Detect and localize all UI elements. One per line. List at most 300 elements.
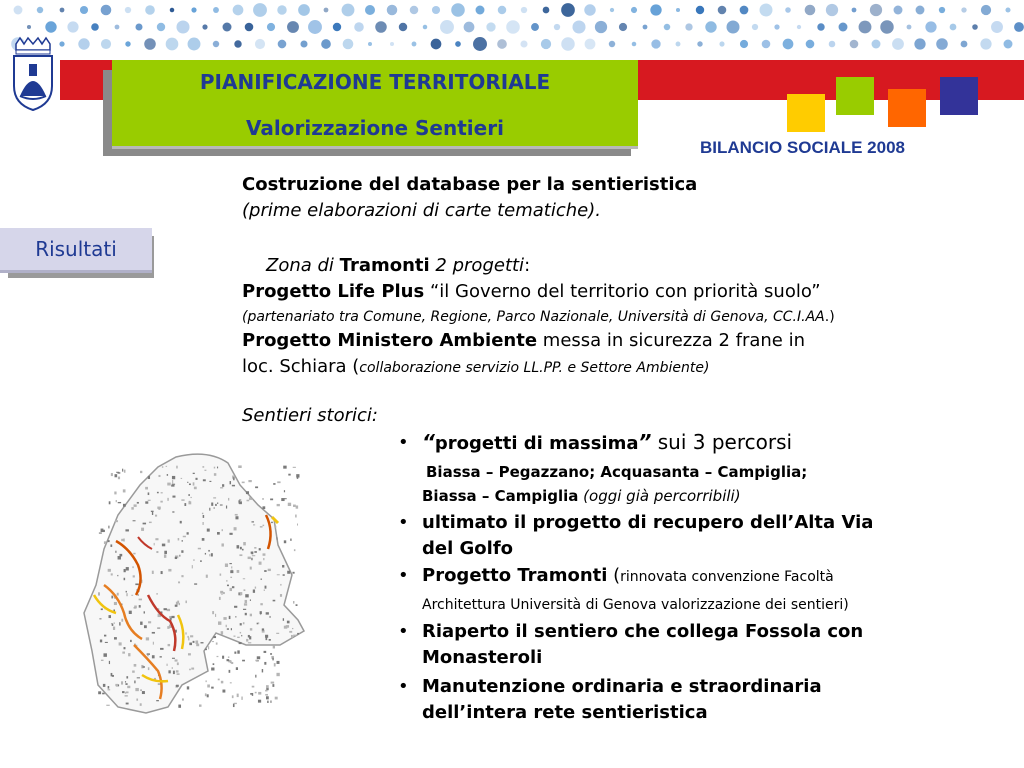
map-building-mark: [207, 694, 209, 697]
decorative-dot: [839, 23, 848, 32]
map-building-mark: [103, 684, 105, 687]
decorative-dot: [797, 25, 801, 29]
zona-line: [266, 253, 530, 278]
map-building-mark: [106, 705, 109, 706]
map-building-mark: [250, 628, 252, 630]
map-building-mark: [263, 553, 266, 555]
map-building-mark: [248, 635, 250, 638]
decorative-dot: [829, 41, 836, 48]
map-building-mark: [152, 655, 155, 658]
map-building-mark: [145, 487, 148, 490]
map-building-mark: [292, 628, 293, 629]
map-building-mark: [226, 625, 227, 627]
map-building-mark: [273, 645, 275, 648]
ministero-loc: loc. Schiara (: [242, 356, 360, 377]
map-building-mark: [234, 652, 236, 654]
map-building-mark: [125, 681, 126, 682]
map-building-mark: [111, 673, 113, 676]
map-building-mark: [126, 691, 129, 693]
map-building-mark: [263, 558, 264, 560]
map-building-mark: [208, 550, 210, 552]
map-building-mark: [140, 471, 142, 473]
map-building-mark: [274, 663, 276, 666]
map-building-mark: [265, 694, 268, 696]
decorative-dot: [278, 40, 287, 49]
map-building-mark: [243, 622, 245, 624]
map-building-mark: [253, 589, 255, 592]
decorative-dot: [145, 5, 155, 15]
map-building-mark: [109, 661, 110, 664]
map-building-mark: [172, 616, 175, 618]
bullet-1-quote-open: “: [422, 430, 435, 454]
map-building-mark: [115, 684, 118, 686]
map-building-mark: [177, 673, 180, 675]
zona-colon: :: [524, 255, 531, 276]
map-building-mark: [223, 617, 226, 620]
bullet-3-small-2: Architettura Università di Genova valorizzazione dei sentieri): [422, 597, 849, 613]
map-building-mark: [185, 601, 186, 604]
map-building-mark: [220, 504, 223, 505]
map-building-mark: [205, 649, 207, 651]
map-building-mark: [172, 476, 175, 479]
map-building-mark: [272, 684, 274, 687]
decorative-dot: [543, 7, 550, 14]
map-building-mark: [215, 504, 217, 506]
map-building-mark: [289, 631, 292, 633]
decorative-dot: [45, 21, 56, 32]
map-building-mark: [242, 549, 244, 551]
side-tab-label: Risultati: [35, 237, 117, 261]
map-building-mark: [189, 643, 192, 646]
map-building-mark: [200, 642, 203, 643]
map-building-mark: [189, 484, 191, 486]
map-building-mark: [113, 627, 115, 630]
map-building-mark: [181, 499, 184, 500]
map-building-mark: [110, 544, 112, 547]
map-building-mark: [108, 686, 110, 689]
map-building-mark: [164, 554, 166, 558]
bullet-3-small-1: rinnovata convenzione Facoltà: [620, 569, 834, 585]
map-building-mark: [257, 656, 260, 659]
map-building-mark: [217, 532, 220, 535]
decorative-dot: [610, 8, 614, 12]
map-building-mark: [209, 481, 211, 482]
map-building-mark: [188, 637, 189, 640]
map-building-mark: [293, 601, 294, 604]
map-building-mark: [153, 642, 154, 645]
map-building-mark: [222, 656, 224, 659]
map-building-mark: [116, 472, 119, 473]
decorative-dot: [342, 4, 355, 17]
map-building-mark: [229, 563, 231, 564]
decorative-dot: [664, 24, 671, 31]
decorative-dot: [277, 5, 286, 14]
map-building-mark: [167, 609, 170, 611]
map-building-mark: [206, 680, 207, 682]
zona-suffix: 2 progetti: [429, 255, 525, 276]
map-building-mark: [176, 685, 179, 687]
bullet-4-line-2: Monasteroli: [422, 647, 543, 668]
map-building-mark: [172, 511, 174, 512]
map-building-mark: [283, 618, 284, 621]
map-building-mark: [229, 616, 231, 619]
map-building-mark: [152, 571, 154, 574]
map-building-mark: [177, 662, 179, 665]
ministero-collab: collaborazione servizio LL.PP. e Settore Ambiente): [359, 360, 710, 376]
map-building-mark: [212, 641, 214, 642]
decorative-dot: [676, 8, 680, 12]
map-building-mark: [126, 676, 128, 678]
map-building-mark: [244, 603, 247, 605]
map-building-mark: [188, 494, 189, 496]
map-building-mark: [115, 551, 116, 553]
map-building-mark: [175, 659, 178, 661]
map-building-mark: [240, 632, 241, 634]
map-building-mark: [275, 697, 278, 700]
map-building-mark: [148, 476, 150, 479]
map-building-mark: [137, 677, 140, 678]
map-building-mark: [203, 479, 206, 481]
map-building-mark: [262, 628, 264, 630]
map-building-mark: [229, 533, 232, 535]
map-building-mark: [250, 567, 252, 570]
map-building-mark: [160, 656, 162, 657]
orange-square: [888, 89, 926, 127]
map-building-mark: [286, 625, 289, 628]
map-building-mark: [162, 544, 165, 547]
ministero-desc: messa in sicurezza 2 frane in: [537, 330, 805, 351]
decorative-dot: [650, 4, 661, 15]
map-building-mark: [148, 667, 149, 670]
map-building-mark: [168, 539, 170, 542]
map-building-mark: [196, 644, 199, 647]
map-building-mark: [164, 608, 167, 610]
ministero-loc-line: [242, 354, 709, 381]
map-building-mark: [260, 526, 263, 527]
map-building-mark: [111, 596, 113, 599]
map-building-mark: [156, 700, 159, 701]
map-building-mark: [166, 466, 167, 467]
map-building-mark: [136, 699, 138, 701]
map-building-mark: [241, 635, 242, 636]
bullet-3-bold: Progetto Tramonti: [422, 565, 608, 586]
map-building-mark: [205, 553, 206, 555]
decorative-dot: [907, 25, 912, 30]
map-building-mark: [121, 539, 124, 541]
map-building-mark: [188, 653, 191, 655]
map-building-mark: [109, 615, 112, 618]
map-building-mark: [108, 526, 109, 529]
map-building-mark: [187, 532, 189, 534]
decorative-dot: [961, 7, 966, 12]
map-building-mark: [270, 616, 271, 618]
decorative-dot: [817, 23, 824, 30]
map-building-mark: [243, 609, 246, 610]
map-building-mark: [269, 639, 271, 641]
map-building-mark: [272, 658, 273, 661]
map-building-mark: [134, 664, 137, 667]
map-building-mark: [242, 660, 245, 662]
decorative-dot: [497, 39, 507, 49]
map-building-mark: [216, 642, 218, 644]
map-building-mark: [283, 574, 285, 576]
map-building-mark: [230, 481, 231, 484]
map-building-mark: [232, 695, 234, 698]
decorative-dot: [506, 20, 520, 34]
bullet-symbol: •: [398, 676, 409, 697]
map-building-mark: [262, 498, 263, 499]
map-building-mark: [247, 500, 250, 502]
map-building-mark: [290, 539, 291, 541]
map-building-mark: [139, 599, 142, 601]
map-building-mark: [178, 705, 181, 708]
map-building-mark: [282, 565, 284, 568]
map-building-mark: [255, 692, 257, 693]
map-building-mark: [193, 641, 195, 643]
map-building-mark: [232, 485, 235, 487]
content-heading: Costruzione del database per la sentieristica: [242, 174, 698, 195]
map-building-mark: [167, 474, 168, 476]
map-building-mark: [172, 658, 175, 659]
map-building-mark: [203, 515, 204, 518]
map-building-mark: [211, 502, 213, 505]
map-building-mark: [265, 586, 267, 589]
map-building-mark: [148, 621, 151, 623]
map-building-mark: [213, 497, 216, 498]
map-building-mark: [200, 560, 202, 562]
map-building-mark: [167, 664, 168, 666]
map-building-mark: [146, 637, 149, 640]
map-building-mark: [132, 566, 133, 568]
decorative-dot: [696, 6, 704, 14]
map-building-mark: [157, 507, 160, 509]
map-building-mark: [172, 480, 173, 483]
map-building-mark: [155, 538, 158, 540]
map-building-mark: [215, 614, 216, 617]
decorative-dot: [486, 22, 495, 31]
map-building-mark: [233, 704, 235, 707]
bullet-1-rest: sui 3 percorsi: [651, 430, 793, 454]
map-building-mark: [124, 470, 126, 473]
decorative-dot: [399, 23, 407, 31]
bullet-1-quote-close: ”: [638, 430, 652, 454]
decorative-dot: [783, 39, 794, 50]
decorative-dot: [170, 8, 175, 13]
map-building-mark: [134, 606, 137, 608]
page-subtitle: Valorizzazione Sentieri: [246, 116, 504, 140]
map-building-mark: [248, 557, 251, 559]
decorative-dot: [59, 41, 64, 46]
map-building-mark: [239, 501, 242, 504]
map-building-mark: [252, 686, 255, 688]
map-building-mark: [245, 594, 248, 597]
decorative-dot: [726, 20, 739, 33]
map-building-mark: [133, 553, 135, 555]
map-building-mark: [172, 496, 175, 498]
map-building-mark: [101, 660, 104, 661]
map-building-mark: [240, 592, 243, 595]
decorative-dot: [255, 39, 265, 49]
decorative-dot: [213, 41, 219, 47]
decorative-dot: [412, 42, 417, 47]
life-plus-line: [242, 279, 821, 304]
map-building-mark: [276, 537, 277, 539]
decorative-dot: [144, 38, 156, 50]
map-building-mark: [217, 503, 218, 504]
map-building-mark: [193, 473, 195, 474]
map-building-mark: [264, 651, 267, 653]
green-square: [836, 77, 874, 115]
map-building-mark: [130, 640, 132, 642]
map-building-mark: [175, 605, 178, 607]
map-building-mark: [235, 514, 238, 516]
map-building-mark: [125, 692, 126, 693]
map-building-mark: [267, 701, 268, 703]
map-building-mark: [283, 466, 286, 469]
map-building-mark: [127, 686, 130, 688]
page-title: PIANIFICAZIONE TERRITORIALE: [199, 70, 551, 94]
map-building-mark: [181, 575, 183, 577]
decorative-dot: [91, 23, 99, 31]
decorative-dot: [991, 21, 1003, 33]
decorative-dot: [852, 8, 857, 13]
decorative-dot: [308, 20, 322, 34]
decorative-dot: [365, 5, 375, 15]
decorative-dot: [451, 3, 465, 17]
decorative-dot: [324, 8, 329, 13]
map-building-mark: [182, 540, 183, 541]
decorative-dot: [191, 7, 196, 12]
map-building-mark: [168, 644, 171, 646]
map-building-mark: [268, 569, 271, 571]
map-building-mark: [251, 558, 252, 561]
decorative-dot: [521, 7, 527, 13]
map-building-mark: [140, 703, 142, 706]
map-building-mark: [260, 603, 262, 605]
map-building-mark: [222, 484, 224, 487]
bullet-1-routes-2: Biassa – Campiglia: [422, 487, 579, 505]
bullet-5-line-1: Manutenzione ordinaria e straordinaria: [422, 676, 822, 697]
decorative-dot: [1004, 40, 1013, 49]
decorative-dot: [916, 6, 925, 15]
map-building-mark: [116, 500, 117, 502]
map-building-mark: [190, 497, 191, 498]
map-building-mark: [239, 642, 242, 644]
map-building-mark: [270, 499, 273, 501]
bullet-3-paren: (: [607, 565, 621, 586]
map-building-mark: [117, 575, 118, 576]
map-building-mark: [273, 600, 276, 602]
map-building-mark: [262, 506, 265, 509]
map-building-mark: [160, 501, 162, 503]
ministero-line: [242, 328, 805, 353]
map-building-mark: [143, 666, 145, 668]
map-building-mark: [124, 578, 126, 580]
map-building-mark: [281, 498, 284, 501]
decorative-dot: [760, 4, 773, 17]
map-building-mark: [221, 543, 223, 546]
map-building-mark: [248, 480, 251, 482]
map-building-mark: [184, 503, 186, 506]
map-building-mark: [217, 467, 218, 469]
decorative-dot: [740, 6, 749, 15]
map-building-mark: [108, 569, 111, 572]
map-building-mark: [270, 653, 272, 655]
decorative-dot: [972, 24, 978, 30]
map-building-mark: [228, 656, 229, 657]
decorative-dot: [697, 41, 702, 46]
map-building-mark: [223, 592, 225, 594]
map-building-mark: [188, 501, 191, 504]
decorative-dot: [619, 23, 627, 31]
map-building-mark: [206, 575, 208, 578]
map-building-mark: [125, 529, 128, 531]
partenariato-line: [242, 305, 835, 330]
map-building-mark: [276, 673, 279, 676]
decorative-dot: [410, 6, 419, 15]
bullet-symbol: •: [398, 512, 409, 533]
map-building-mark: [167, 626, 169, 629]
map-building-mark: [148, 500, 151, 501]
bullet-1-line: [422, 430, 792, 456]
map-building-mark: [125, 695, 128, 696]
map-building-mark: [103, 530, 105, 532]
decorative-dot: [300, 40, 307, 47]
decorative-dot: [455, 41, 461, 47]
decorative-dot: [939, 7, 945, 13]
map-building-mark: [181, 550, 183, 553]
decorative-dot: [561, 37, 574, 50]
map-building-mark: [172, 484, 175, 485]
decorative-dot: [287, 21, 299, 33]
map-building-mark: [185, 632, 186, 634]
zona-name: Tramonti: [339, 255, 430, 276]
decorative-dot: [685, 23, 692, 30]
map-building-mark: [123, 489, 126, 492]
decorative-dot: [651, 39, 660, 48]
decorative-dot: [561, 3, 575, 17]
map-building-mark: [266, 696, 269, 699]
map-building-mark: [249, 497, 251, 500]
decorative-dot: [473, 37, 487, 51]
map-building-mark: [162, 466, 163, 468]
decorative-dot: [27, 25, 31, 29]
map-building-mark: [297, 475, 299, 478]
decorative-dot: [343, 39, 354, 50]
decorative-dot: [234, 40, 241, 47]
map-building-mark: [202, 522, 203, 525]
map-building-mark: [115, 520, 118, 522]
map-building-mark: [288, 503, 291, 506]
map-building-mark: [235, 616, 236, 617]
map-building-mark: [193, 559, 194, 560]
decorative-dot: [961, 41, 968, 48]
map-building-mark: [176, 670, 179, 672]
map-building-mark: [258, 622, 259, 624]
map-building-mark: [187, 686, 189, 689]
decorative-dot: [166, 38, 179, 51]
map-building-mark: [255, 587, 256, 589]
map-building-mark: [137, 502, 139, 504]
map-building-mark: [222, 529, 223, 531]
map-building-mark: [156, 593, 158, 594]
decorative-dot: [67, 21, 78, 32]
map-building-mark: [131, 595, 133, 596]
map-building-mark: [246, 639, 248, 642]
decorative-dot: [245, 23, 254, 32]
map-building-mark: [262, 669, 263, 672]
decorative-dot: [78, 38, 89, 49]
